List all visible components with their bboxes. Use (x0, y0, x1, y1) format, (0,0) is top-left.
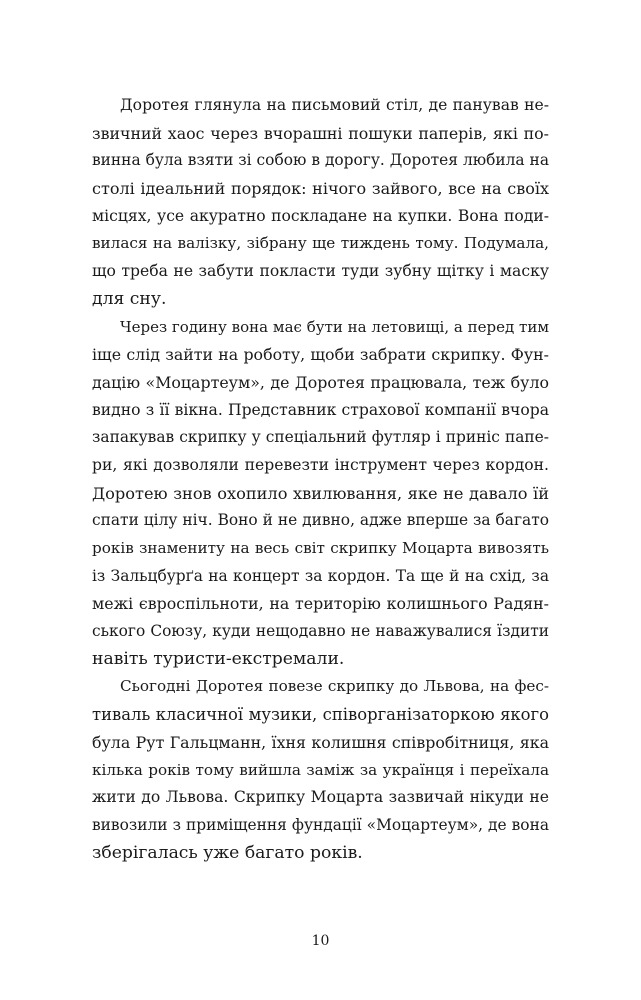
text-line: кілька років тому вийшла заміж за українця і переїхала (92, 760, 549, 779)
text-line: видно з її вікна. Представник страхової компанії вчора (92, 400, 549, 419)
text-line: зберігалась уже багато років. (92, 842, 363, 863)
text-line: винна була взяти зі собою в дорогу. Доротея любила на (92, 151, 549, 170)
text-line: спати цілу ніч. Воно й не дивно, адже вперше за багато (92, 511, 549, 530)
text-line: іще слід зайти на роботу, щоби забрати скрипку. Фун- (92, 345, 549, 365)
text-line: Доротея глянула на письмовий стіл, де панував не- (120, 96, 549, 114)
text-line: місцях, усе акуратно поскладане на купки. Вона поди- (92, 206, 549, 225)
text-line: вилася на валізку, зібрану ще тиждень тому. Подумала, (92, 234, 549, 253)
text-line: вивозили з приміщення фундації «Моцартеум», де вона (92, 815, 549, 834)
paragraph-3 (92, 673, 549, 867)
paragraph-2 (92, 314, 549, 674)
text-line: дацію «Моцартеум», де Доротея працювала, теж було (92, 372, 549, 392)
text-line: межі євроспільноти, на територію колишнього Радян- (92, 594, 549, 614)
text-line: звичний хаос через вчорашні пошуки паперів, які по- (92, 123, 549, 143)
text-line: Доротею знов охопило хвилювання, яке не давало їй (92, 483, 549, 503)
text-line: ри, які дозволяли перевезти інструмент через кордон. (92, 455, 549, 474)
text-line: із Зальцбурґа на концерт за кордон. Та ще й на схід, за (92, 566, 549, 585)
text-line: навіть туристи-екстремали. (92, 648, 345, 669)
text-line: ського Союзу, куди нещодавно не наважувалися їздити (92, 622, 549, 641)
text-line: років знамениту на весь світ скрипку Моцарта вивозять (92, 539, 549, 557)
text-line: була Рут Гальцманн, їхня колишня співробітниця, яка (92, 732, 549, 752)
body-text (92, 92, 549, 867)
text-line: запакував скрипку у спеціальний футляр і приніс папе- (92, 428, 549, 447)
text-line: Сьогодні Доротея повезе скрипку до Львова, на фес- (120, 677, 549, 696)
page-number: 10 (311, 933, 330, 949)
text-line: для сну. (92, 288, 167, 309)
text-line: тиваль класичної музики, співорганізаторкою якого (92, 705, 549, 725)
text-line: столі ідеальний порядок: нічого зайвого, все на своїх (92, 179, 549, 199)
text-line: що треба не забути покласти туди зубну щітку і маску (92, 262, 549, 281)
text-line: жити до Львова. Скрипку Моцарта зазвичай нікуди не (92, 788, 549, 807)
paragraph-1 (92, 92, 549, 314)
text-line: Через годину вона має бути на летовищі, а перед тим (120, 317, 549, 336)
